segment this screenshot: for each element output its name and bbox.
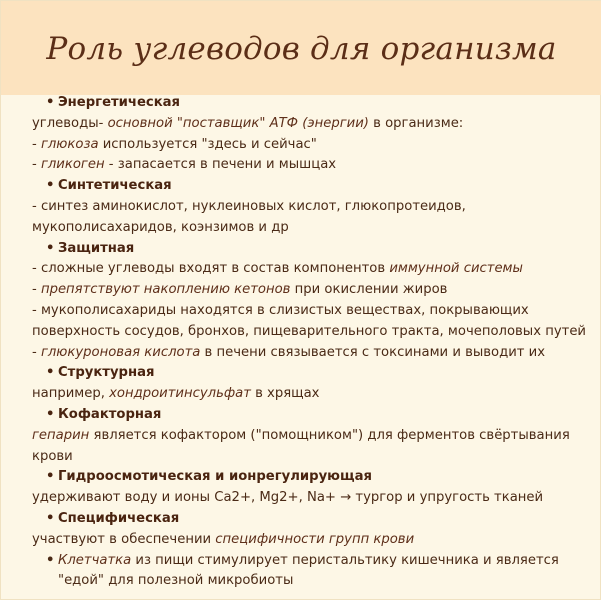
fiber-term: Клетчатка xyxy=(58,552,132,568)
specific-text: участвуют в обеспечении xyxy=(32,531,216,547)
specific-line-1 xyxy=(32,530,592,551)
hydro-line-1: удерживают воду и ионы Ca2+, Mg2+, Na+ → тургор и упругость тканей xyxy=(32,490,544,506)
ketones-term: препятствуют накоплению кетонов xyxy=(40,282,291,298)
content xyxy=(32,93,592,592)
fiber-text: из пищи стимулирует перистальтику кишечника и является xyxy=(131,552,559,568)
section-heading-specific: • Специфическая xyxy=(32,509,592,530)
structural-text: например, xyxy=(32,386,110,402)
energy-text: - запасается в печени и мышцах xyxy=(104,157,337,173)
protective-line-2 xyxy=(32,280,592,301)
cofactor-text: является кофактором ("помощником") для ферментов свёртывания xyxy=(89,427,570,443)
protective-text: в печени связывается с токсинами и выводит их xyxy=(200,344,546,360)
fiber-line-2: "едой" для полезной микробиоты xyxy=(58,573,294,589)
energy-line-2 xyxy=(32,135,592,156)
structural-line-1 xyxy=(32,384,592,405)
glucose-term: глюкоза xyxy=(40,136,99,152)
cofactor-line-1 xyxy=(32,426,592,447)
blood-group-term: специфичности групп крови xyxy=(215,531,415,547)
section-heading-synthetic: • Синтетическая xyxy=(32,176,592,197)
header-banner xyxy=(1,1,601,95)
cofactor-line-2: крови xyxy=(32,448,73,464)
dash: - xyxy=(32,282,41,298)
protective-line-1 xyxy=(32,259,592,280)
protective-text: - сложные углеводы входят в состав компонентов xyxy=(32,261,390,277)
glycogen-term: гликоген xyxy=(40,157,105,173)
section-heading-structural: • Структурная xyxy=(32,363,592,384)
fiber-line-1 xyxy=(32,551,592,572)
energy-text: используется "здесь и сейчас" xyxy=(98,136,317,152)
protective-text: при окислении жиров xyxy=(290,282,448,298)
protective-line-3: - мукополисахариды находятся в слизистых веществах, покрывающих xyxy=(32,302,529,318)
protective-line-4: поверхность сосудов, бронхов, пищеварительного тракта, мочеполовых путей xyxy=(32,323,587,339)
bullet-dot: • xyxy=(46,552,55,568)
energy-text: углеводы- xyxy=(32,115,108,131)
energy-line-1 xyxy=(32,114,592,135)
heparin-term: гепарин xyxy=(32,427,90,443)
dash: - xyxy=(32,157,41,173)
chondroitin-term: хондроитинсульфат xyxy=(109,386,251,402)
section-heading-energy: • Энергетическая xyxy=(32,93,592,114)
glucuronic-acid-term: глюкуроновая кислота xyxy=(40,344,201,360)
structural-text: в хрящах xyxy=(250,386,320,402)
page-title: Роль углеводов для организма xyxy=(46,31,557,67)
energy-emph: основной "поставщик" АТФ (энергии) xyxy=(107,115,369,131)
energy-line-3 xyxy=(32,155,592,176)
section-heading-hydroosmotic: • Гидроосмотическая и ионрегулирующая xyxy=(32,467,592,488)
energy-text: в организме: xyxy=(368,115,464,131)
synthetic-line-2: мукополисахаридов, коэнзимов и др xyxy=(32,219,289,235)
section-heading-protective: • Защитная xyxy=(32,239,592,260)
protective-line-5 xyxy=(32,343,592,364)
synthetic-line-1: - синтез аминокислот, нуклеиновых кислот, глюкопротеидов, xyxy=(32,198,466,214)
section-heading-cofactor: • Кофакторная xyxy=(32,405,592,426)
dash: - xyxy=(32,136,41,152)
immune-system-term: иммунной системы xyxy=(389,261,523,277)
dash: - xyxy=(32,344,41,360)
